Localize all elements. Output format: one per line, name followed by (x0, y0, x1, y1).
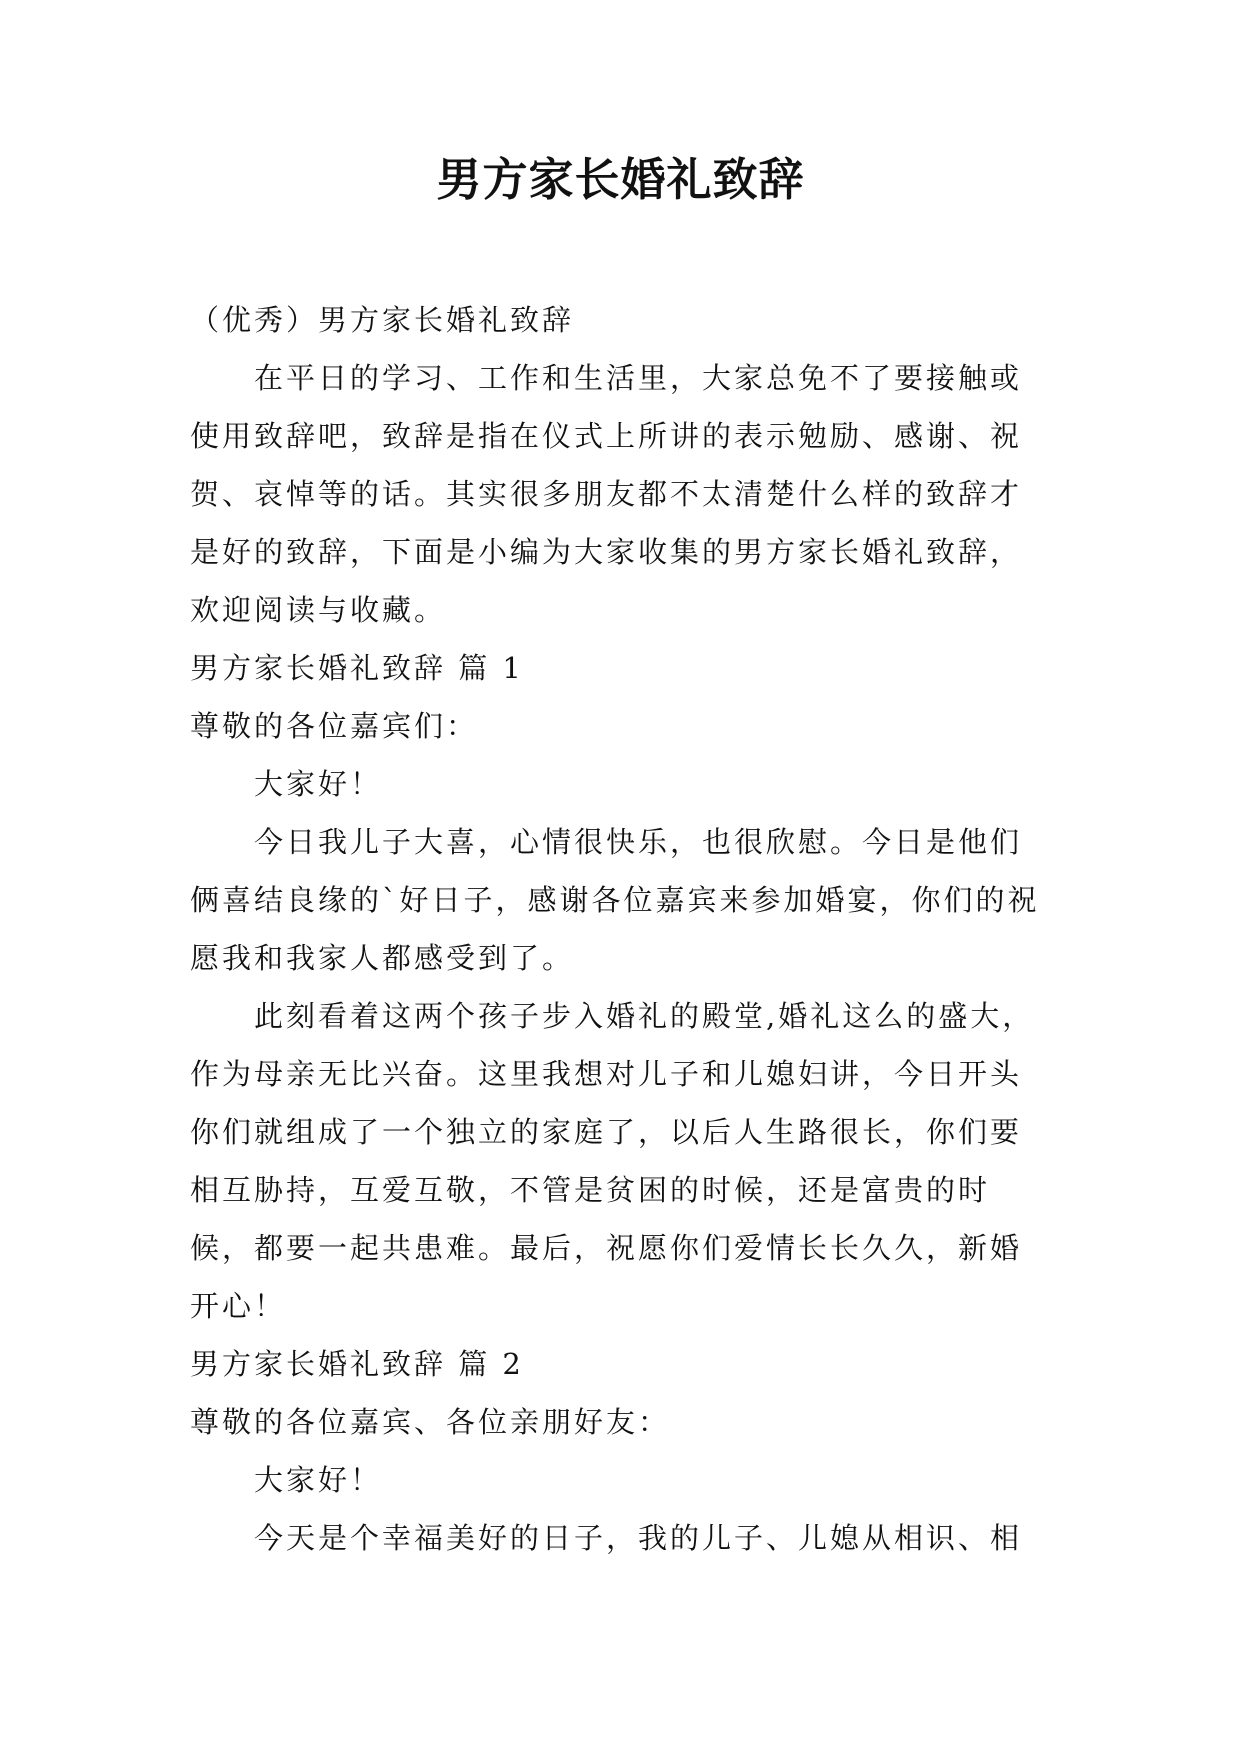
section-heading: 男方家长婚礼致辞 篇 1 (190, 651, 524, 685)
document-body (190, 291, 1050, 1567)
document-subtitle: （优秀）男方家长婚礼致辞 (190, 303, 575, 337)
salutation: 尊敬的各位嘉宾、各位亲朋好友： (190, 1405, 671, 1439)
intro-paragraph: 在平日的学习、工作和生活里，大家总免不了要接触或使用致辞吧，致辞是指在仪式上所讲的表示勉励、感谢、祝贺、哀悼等的话。其实很多朋友都不太清楚什么样的致辞才是好的致辞，下面是小编为大家收集的男方家长婚礼致辞，欢迎阅读与收藏。 (190, 361, 1023, 627)
greeting: 大家好！ (254, 767, 383, 801)
section-heading: 男方家长婚礼致辞 篇 2 (190, 1347, 524, 1381)
body-paragraph: 今日我儿子大喜，心情很快乐，也很欣慰。今日是他们俩喜结良缘的`好日子，感谢各位嘉宾来参加婚宴，你们的祝愿我和我家人都感受到了。 (190, 825, 1040, 975)
salutation: 尊敬的各位嘉宾们： (190, 709, 479, 743)
greeting: 大家好！ (254, 1463, 383, 1497)
body-paragraph: 此刻看着这两个孩子步入婚礼的殿堂,婚礼这么的盛大，作为母亲无比兴奋。这里我想对儿子和儿媳妇讲，今日开头你们就组成了一个独立的家庭了，以后人生路很长，你们要相互胁持，互爱互敬，不管是贫困的时候，还是富贵的时候，都要一起共患难。最后，祝愿你们爱情长长久久，新婚开心！ (190, 999, 1035, 1323)
document-title: 男方家长婚礼致辞 (436, 153, 805, 206)
body-paragraph: 今天是个幸福美好的日子，我的儿子、儿媳从相识、相 (254, 1521, 1023, 1555)
